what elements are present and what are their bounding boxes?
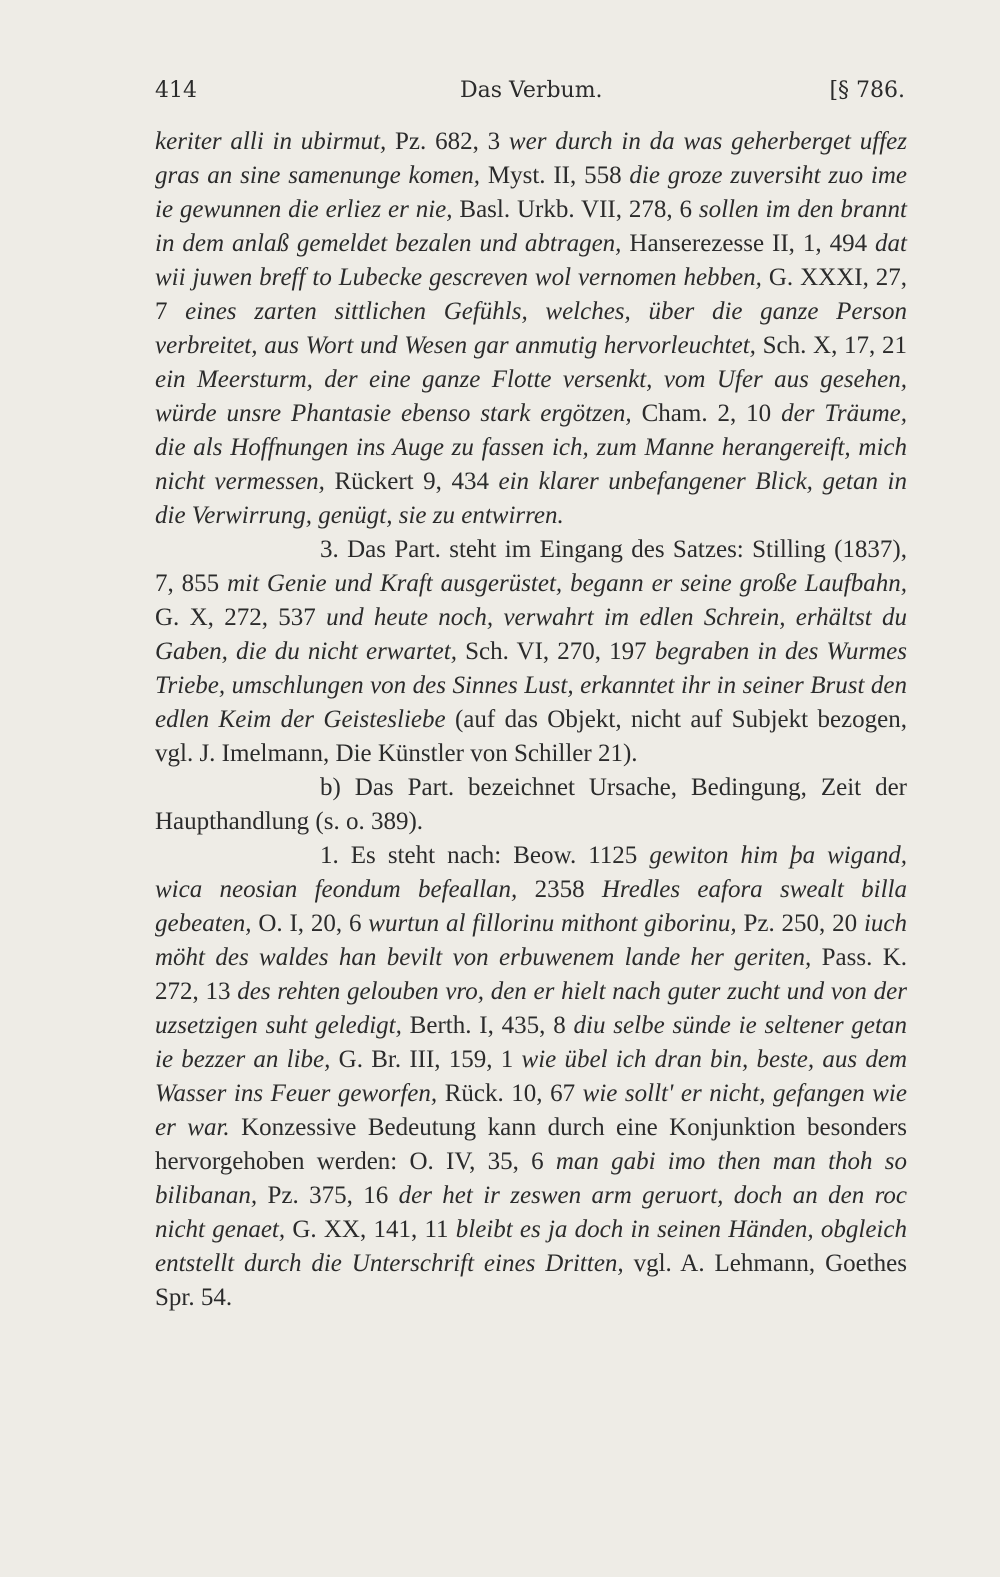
citation-text: 3. Das Part. steht im Eingang des Satzes: Stilling (1837), 7, 855 [155, 536, 907, 597]
citation-text: G. XX, 141, 11 [285, 1216, 456, 1243]
paragraph [155, 125, 907, 533]
citation-text: Sch. VI, 270, 197 [456, 638, 655, 665]
quotation-text: eines zarten sittlichen Gefühls, welches, über die ganze Person verbreitet, aus Wort und Wesen gar anmutig hervorleuchtet, [155, 298, 907, 359]
citation-text: O. I, 20, 6 [251, 910, 369, 937]
citation-text: vgl. A. Lehmann, Goethes Spr. 54. [155, 1250, 907, 1311]
citation-text: G. Br. III, 159, 1 [330, 1046, 522, 1073]
quotation-text: und heute noch, verwahrt im edlen Schrein, erhältst du Gaben, die du nicht erwartet, [155, 604, 907, 665]
quotation-text: der Träume, die als Hoffnungen ins Auge zu fassen ich, zum Manne herangereift, mich nicht vermessen, [155, 400, 908, 495]
running-title: Das Verbum. [460, 78, 603, 103]
citation-text: Pz. 682, 3 [386, 128, 509, 155]
paragraph [155, 839, 907, 1315]
citation-text: Cham. 2, 10 [631, 400, 782, 427]
citation-text: Pz. 250, 20 [736, 910, 864, 937]
citation-text: G. XXXI, 27, 7 [155, 264, 908, 325]
page-number: 414 [155, 78, 197, 103]
quotation-text: iuch möht des waldes han bevilt von erbuwenem lande her geriten, [155, 910, 907, 971]
citation-text: Pz. 375, 16 [257, 1182, 399, 1209]
citation-text: G. X, 272, 537 [155, 604, 327, 631]
citation-text: Sch. X, 17, 21 [755, 332, 907, 359]
quotation-text: der het ir zeswen arm geruort, doch an den roc nicht genaet, [155, 1182, 907, 1243]
quotation-text: gewiton him þa wigand, wica neosian feondum befeallan, [155, 842, 907, 903]
quotation-text: die groze zuversiht zuo ime ie gewunnen die erliez er nie, [155, 162, 908, 223]
citation-text: Basl. Urkb. VII, 278, 6 [452, 196, 699, 223]
quotation-text: des rehten gelouben vro, den er hielt nach guter zucht und von der uzsetzigen suht geledigt, [155, 978, 907, 1039]
body-text [155, 125, 907, 1315]
quotation-text: bleibt es ja doch in seinen Händen, obgleich entstellt durch die Unterschrift eines Dritten, [155, 1216, 907, 1277]
quotation-text: diu selbe sünde ie seltener getan ie bezzer an libe, [155, 1012, 907, 1073]
citation-text: Myst. II, 558 [480, 162, 630, 189]
section-reference: [§ 786. [829, 78, 905, 103]
quotation-text: wie sollt' er nicht, gefangen wie er war. [155, 1080, 907, 1141]
citation-text: Pass. K. 272, 13 [155, 944, 908, 1005]
quotation-text: keriter alli in ubirmut, [155, 128, 387, 155]
paragraph [155, 533, 907, 771]
quotation-text: sollen im den brannt in dem anlaß gemeldet bezalen und abtragen, [155, 196, 907, 257]
citation-text: 2358 [517, 876, 602, 903]
quotation-text: wurtun al fillorinu mithont giborinu, [368, 910, 737, 937]
quotation-text: man gabi imo then man thoh so bilibanan, [155, 1148, 907, 1209]
citation-text: Rück. 10, 67 [437, 1080, 583, 1107]
citation-text: 1. Es steht nach: Beow. 1125 [320, 842, 650, 869]
quotation-text: mit Genie und Kraft ausgerüstet, begann er seine große Laufbahn, [227, 570, 908, 597]
citation-text: b) Das Part. bezeichnet Ursache, Bedingung, Zeit der Haupthandlung (s. o. 389). [155, 774, 907, 835]
citation-text: Rückert 9, 434 [324, 468, 499, 495]
paragraph [155, 771, 907, 839]
citation-text: (auf das Objekt, nicht auf Subjekt bezogen, vgl. J. Imelmann, Die Künstler von Schiller 21). [155, 706, 907, 767]
quotation-text: ein Meersturm, der eine ganze Flotte versenkt, vom Ufer aus gesehen, würde unsre Phantasie ebenso stark ergötzen, [155, 366, 907, 427]
citation-text: Berth. I, 435, 8 [401, 1012, 574, 1039]
quotation-text: wer durch in da was geherberget uffez gras an sine samenunge komen, [155, 128, 908, 189]
quotation-text: Hredles eafora swealt billa gebeaten, [155, 876, 907, 937]
quotation-text: begraben in des Wurmes Triebe, umschlungen von des Sinnes Lust, erkanntet ihr in seiner Brust den edlen Keim der Geistesliebe [155, 638, 907, 733]
citation-text: Konzessive Bedeutung kann durch eine Konjunktion besonders hervorgehoben werden: O. IV, 35, 6 [155, 1114, 907, 1175]
quotation-text: ein klarer unbefangener Blick, getan in die Verwirrung, genügt, sie zu entwirren. [155, 468, 907, 529]
quotation-text: dat wii juwen breff to Lubecke gescreven wol vernomen hebben, [155, 230, 907, 291]
quotation-text: wie übel ich dran bin, beste, aus dem Wasser ins Feuer geworfen, [155, 1046, 907, 1107]
running-header [155, 78, 905, 118]
citation-text: Hanserezesse II, 1, 494 [621, 230, 876, 257]
